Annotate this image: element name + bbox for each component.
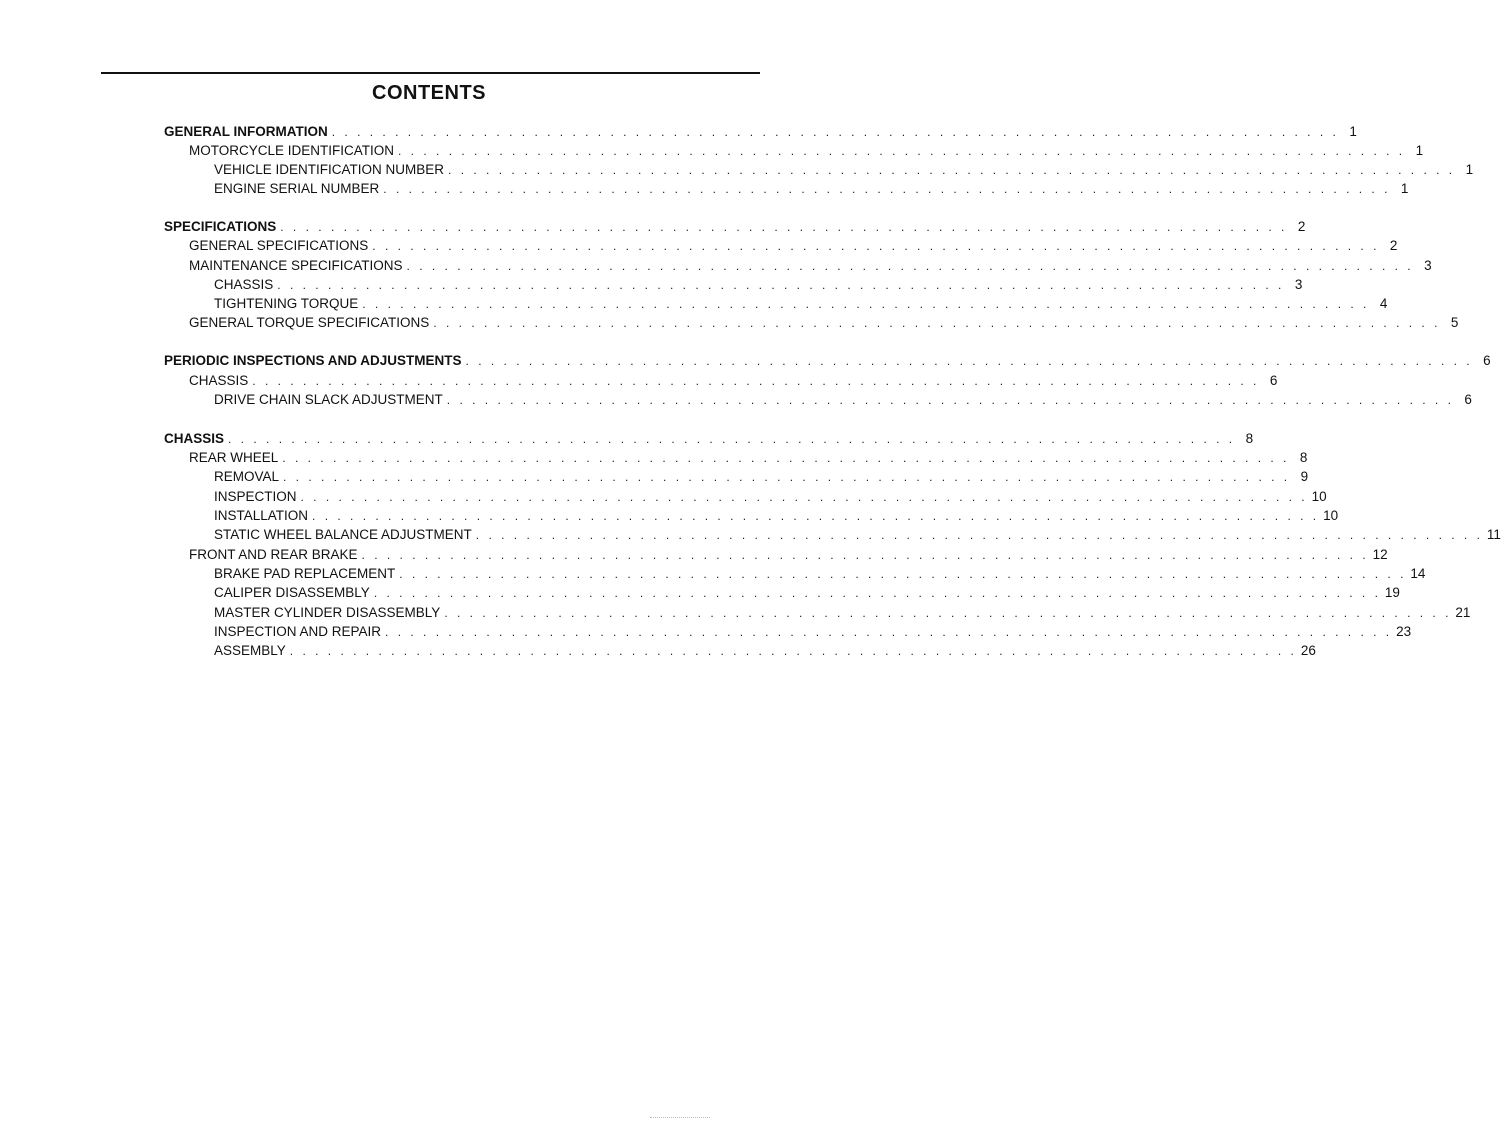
toc-entry-label: PERIODIC INSPECTIONS AND ADJUSTMENTS bbox=[164, 353, 462, 368]
toc-entry[interactable] bbox=[189, 313, 1459, 331]
dot-leader: . . . . . . . . . . . . . . . . . . . . . . . . . . . . . . . . . . . . . . . . . . . . . . . . . . . . . . . . . . . . . . . . . . . . . . . . . . . . . . . . bbox=[446, 393, 1454, 407]
dot-leader: . . . . . . . . . . . . . . . . . . . . . . . . . . . . . . . . . . . . . . . . . . . . . . . . . . . . . . . . . . . . . . . . . . . . . . . . . . . . . . . . bbox=[406, 259, 1414, 273]
toc-entry-page: 1 bbox=[1349, 124, 1357, 139]
toc-entry-label: REAR WHEEL bbox=[189, 450, 279, 465]
toc-entry-label: INSPECTION bbox=[214, 489, 297, 504]
toc-entry[interactable] bbox=[214, 641, 1316, 659]
dot-leader: . . . . . . . . . . . . . . . . . . . . . . . . . . . . . . . . . . . . . . . . . . . . . . . . . . . . . . . . . . . . . . . . . . . . . . . . . . . . . . . . bbox=[312, 509, 1320, 523]
toc-entry-page: 3 bbox=[1294, 277, 1303, 292]
dot-leader: . . . . . . . . . . . . . . . . . . . . . . . . . . . . . . . . . . . . . . . . . . . . . . . . . . . . . . . . . . . . . . . . . . . . . . . . . . . . . . . . bbox=[385, 625, 1393, 639]
dot-leader: . . . . . . . . . . . . . . . . . . . . . . . . . . . . . . . . . . . . . . . . . . . . . . . . . . . . . . . . . . . . . . . . . . . . . . . . . . . . . . . . bbox=[331, 125, 1339, 139]
page-title: CONTENTS bbox=[372, 82, 486, 104]
toc-entry[interactable] bbox=[189, 141, 1424, 159]
toc-entry-label: REMOVAL bbox=[214, 469, 280, 484]
dot-leader: . . . . . . . . . . . . . . . . . . . . . . . . . . . . . . . . . . . . . . . . . . . . . . . . . . . . . . . . . . . . . . . . . . . . . . . . . . . . . . . . bbox=[283, 470, 1291, 484]
toc-entry-label: CHASSIS bbox=[164, 431, 225, 446]
dot-leader: . . . . . . . . . . . . . . . . . . . . . . . . . . . . . . . . . . . . . . . . . . . . . . . . . . . . . . . . . . . . . . . . . . . . . . . . . . . . . . . . bbox=[300, 490, 1308, 504]
toc-entry-label: ASSEMBLY bbox=[214, 643, 286, 658]
toc-entry[interactable] bbox=[164, 122, 1357, 140]
toc-entry-label: CHASSIS bbox=[214, 277, 274, 292]
toc-entry-page: 2 bbox=[1297, 219, 1306, 234]
toc-entry-label: DRIVE CHAIN SLACK ADJUSTMENT bbox=[214, 392, 443, 407]
dot-leader: . . . . . . . . . . . . . . . . . . . . . . . . . . . . . . . . . . . . . . . . . . . . . . . . . . . . . . . . . . . . . . . . . . . . . . . . . . . . . . . . bbox=[399, 567, 1407, 581]
dot-leader: . . . . . . . . . . . . . . . . . . . . . . . . . . . . . . . . . . . . . . . . . . . . . . . . . . . . . . . . . . . . . . . . . . . . . . . . . . . . . . . . bbox=[433, 316, 1441, 330]
toc-entry-page: 6 bbox=[1269, 373, 1278, 388]
toc-entry[interactable] bbox=[189, 256, 1432, 274]
toc-entry-page: 21 bbox=[1455, 605, 1471, 620]
dot-leader: . . . . . . . . . . . . . . . . . . . . . . . . . . . . . . . . . . . . . . . . . . . . . . . . . . . . . . . . . . . . . . . . . . . . . . . . . . . . . . . . bbox=[465, 354, 1473, 368]
toc-entry-label: SPECIFICATIONS bbox=[164, 219, 277, 234]
toc-entry[interactable] bbox=[214, 294, 1388, 312]
toc-entry-page: 14 bbox=[1410, 566, 1426, 581]
toc-entry-label: FRONT AND REAR BRAKE bbox=[189, 547, 358, 562]
toc-entry-page: 5 bbox=[1450, 315, 1459, 330]
dot-leader: . . . . . . . . . . . . . . . . . . . . . . . . . . . . . . . . . . . . . . . . . . . . . . . . . . . . . . . . . . . . . . . . . . . . . . . . . . . . . . . . bbox=[252, 374, 1260, 388]
toc-entry-page: 3 bbox=[1424, 258, 1432, 273]
toc-entry-page: 4 bbox=[1379, 296, 1388, 311]
toc-entry-label: CALIPER DISASSEMBLY bbox=[214, 585, 370, 600]
toc-entry-label: ENGINE SERIAL NUMBER bbox=[214, 181, 380, 196]
toc-entry-label: CHASSIS bbox=[189, 373, 249, 388]
toc-entry[interactable] bbox=[189, 545, 1388, 563]
toc-entry-label: MAINTENANCE SPECIFICATIONS bbox=[189, 258, 403, 273]
toc-entry[interactable] bbox=[214, 525, 1501, 543]
toc-entry-page: 10 bbox=[1323, 508, 1339, 523]
toc-entry-label: INSPECTION AND REPAIR bbox=[214, 624, 382, 639]
toc-entry[interactable] bbox=[214, 583, 1400, 601]
toc-entry-label: MOTORCYCLE IDENTIFICATION bbox=[189, 143, 395, 158]
toc-entry-page: 6 bbox=[1464, 392, 1472, 407]
toc-entry[interactable] bbox=[214, 506, 1339, 524]
toc-entry[interactable] bbox=[214, 603, 1471, 621]
toc-entry-page: 1 bbox=[1400, 181, 1409, 196]
toc-entry-page: 8 bbox=[1245, 431, 1254, 446]
toc-entry-label: MASTER CYLINDER DISASSEMBLY bbox=[214, 605, 441, 620]
toc-entry[interactable] bbox=[164, 429, 1254, 447]
toc-entry[interactable] bbox=[189, 236, 1398, 254]
dot-leader: . . . . . . . . . . . . . . . . . . . . . . . . . . . . . . . . . . . . . . . . . . . . . . . . . . . . . . . . . . . . . . . . . . . . . . . . . . . . . . . . bbox=[372, 239, 1380, 253]
dot-leader: . . . . . . . . . . . . . . . . . . . . . . . . . . . . . . . . . . . . . . . . . . . . . . . . . . . . . . . . . . . . . . . . . . . . . . . . . . . . . . . . bbox=[282, 451, 1290, 465]
dot-leader: . . . . . . . . . . . . . . . . . . . . . . . . . . . . . . . . . . . . . . . . . . . . . . . . . . . . . . . . . . . . . . . . . . . . . . . . . . . . . . . . bbox=[277, 278, 1285, 292]
toc-entry-label: VEHICLE IDENTIFICATION NUMBER bbox=[214, 162, 445, 177]
dot-leader: . . . . . . . . . . . . . . . . . . . . . . . . . . . . . . . . . . . . . . . . . . . . . . . . . . . . . . . . . . . . . . . . . . . . . . . . . . . . . . . . bbox=[448, 163, 1456, 177]
dot-leader: . . . . . . . . . . . . . . . . . . . . . . . . . . . . . . . . . . . . . . . . . . . . . . . . . . . . . . . . . . . . . . . . . . . . . . . . . . . . . . . . bbox=[383, 182, 1391, 196]
dot-leader: . . . . . . . . . . . . . . . . . . . . . . . . . . . . . . . . . . . . . . . . . . . . . . . . . . . . . . . . . . . . . . . . . . . . . . . . . . . . . . . . bbox=[280, 220, 1288, 234]
toc-entry-page: 8 bbox=[1299, 450, 1308, 465]
toc-entry-page: 12 bbox=[1372, 547, 1388, 562]
toc-entry[interactable] bbox=[214, 160, 1474, 178]
toc-entry-page: 10 bbox=[1311, 489, 1327, 504]
toc-entry[interactable] bbox=[214, 275, 1303, 293]
toc-entry-label: GENERAL SPECIFICATIONS bbox=[189, 238, 369, 253]
toc-entry[interactable] bbox=[214, 622, 1412, 640]
toc-entry-page: 6 bbox=[1483, 353, 1491, 368]
toc-entry-page: 23 bbox=[1396, 624, 1412, 639]
toc-entry-page: 19 bbox=[1384, 585, 1400, 600]
toc-entry-page: 1 bbox=[1465, 162, 1474, 177]
scan-mark bbox=[650, 1117, 710, 1119]
toc-entry[interactable] bbox=[164, 217, 1306, 235]
toc-entry-label: GENERAL INFORMATION bbox=[164, 124, 328, 139]
toc-entry-label: INSTALLATION bbox=[214, 508, 309, 523]
toc-entry-page: 2 bbox=[1389, 238, 1398, 253]
toc-entry[interactable] bbox=[214, 467, 1309, 485]
dot-leader: . . . . . . . . . . . . . . . . . . . . . . . . . . . . . . . . . . . . . . . . . . . . . . . . . . . . . . . . . . . . . . . . . . . . . . . . . . . . . . . . bbox=[228, 432, 1236, 446]
toc-entry-label: GENERAL TORQUE SPECIFICATIONS bbox=[189, 315, 430, 330]
toc-entry-page: 1 bbox=[1415, 143, 1424, 158]
toc-entry-label: BRAKE PAD REPLACEMENT bbox=[214, 566, 396, 581]
toc-entry-page: 26 bbox=[1300, 643, 1316, 658]
toc-entry-label: STATIC WHEEL BALANCE ADJUSTMENT bbox=[214, 527, 472, 542]
toc-entry[interactable] bbox=[214, 564, 1426, 582]
toc-entry[interactable] bbox=[164, 351, 1491, 369]
toc-entry[interactable] bbox=[214, 179, 1409, 197]
toc-entry-page: 11 bbox=[1486, 527, 1501, 542]
toc-entry[interactable] bbox=[189, 371, 1278, 389]
toc-entry-label: TIGHTENING TORQUE bbox=[214, 296, 359, 311]
dot-leader: . . . . . . . . . . . . . . . . . . . . . . . . . . . . . . . . . . . . . . . . . . . . . . . . . . . . . . . . . . . . . . . . . . . . . . . . . . . . . . . . bbox=[289, 644, 1297, 658]
toc-entry-page: 9 bbox=[1300, 469, 1309, 484]
toc-entry[interactable] bbox=[189, 448, 1308, 466]
dot-leader: . . . . . . . . . . . . . . . . . . . . . . . . . . . . . . . . . . . . . . . . . . . . . . . . . . . . . . . . . . . . . . . . . . . . . . . . . . . . . . . . bbox=[362, 297, 1370, 311]
toc-entry[interactable] bbox=[214, 390, 1472, 408]
dot-leader: . . . . . . . . . . . . . . . . . . . . . . . . . . . . . . . . . . . . . . . . . . . . . . . . . . . . . . . . . . . . . . . . . . . . . . . . . . . . . . . . bbox=[361, 548, 1369, 562]
dot-leader: . . . . . . . . . . . . . . . . . . . . . . . . . . . . . . . . . . . . . . . . . . . . . . . . . . . . . . . . . . . . . . . . . . . . . . . . . . . . . . . . bbox=[475, 528, 1483, 542]
toc-entry[interactable] bbox=[214, 487, 1327, 505]
dot-leader: . . . . . . . . . . . . . . . . . . . . . . . . . . . . . . . . . . . . . . . . . . . . . . . . . . . . . . . . . . . . . . . . . . . . . . . . . . . . . . . . bbox=[398, 144, 1406, 158]
dot-leader: . . . . . . . . . . . . . . . . . . . . . . . . . . . . . . . . . . . . . . . . . . . . . . . . . . . . . . . . . . . . . . . . . . . . . . . . . . . . . . . . bbox=[444, 606, 1452, 620]
dot-leader: . . . . . . . . . . . . . . . . . . . . . . . . . . . . . . . . . . . . . . . . . . . . . . . . . . . . . . . . . . . . . . . . . . . . . . . . . . . . . . . . bbox=[373, 586, 1381, 600]
